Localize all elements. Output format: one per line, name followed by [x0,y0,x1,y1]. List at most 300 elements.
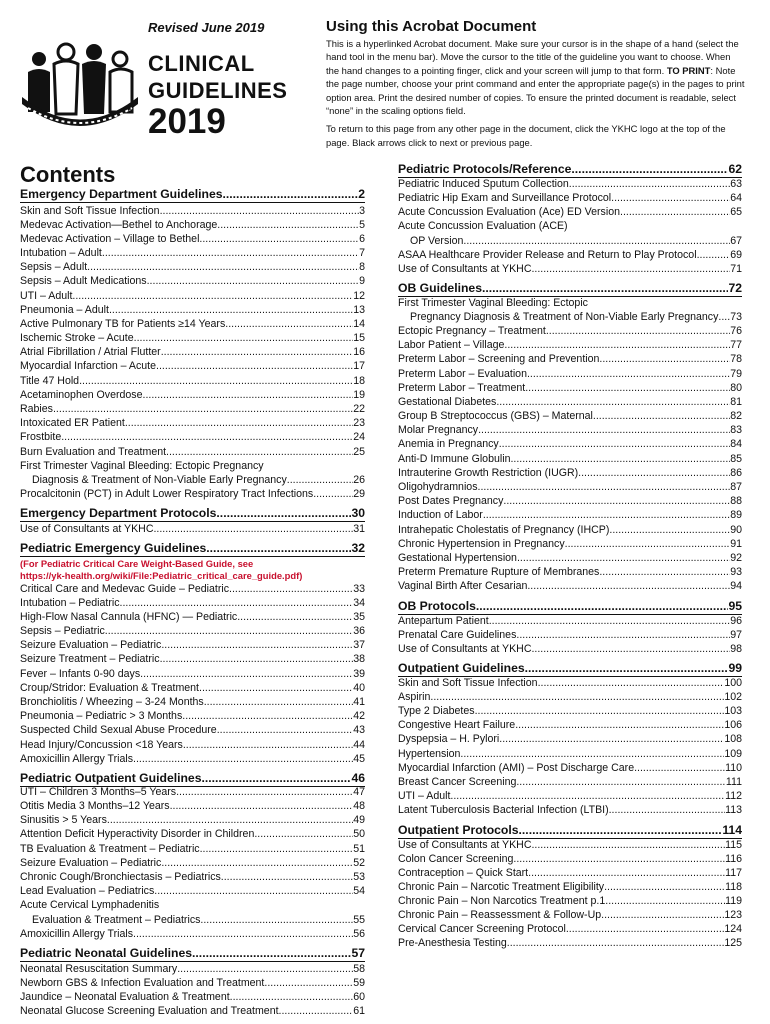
toc-entry-title: Preterm Premature Rupture of Membranes [398,566,600,578]
toc-entry[interactable] [398,838,742,853]
toc-leader-dots [160,652,354,667]
toc-entry-title: Anti-D Immune Globulin [398,453,511,465]
to-print-label: TO PRINT [666,64,711,76]
toc-entry[interactable] [398,234,742,249]
toc-leader-dots [287,473,353,488]
toc-entry[interactable] [398,508,742,523]
toc-section-heading[interactable] [398,598,742,614]
toc-entry[interactable] [398,866,742,881]
toc-entry[interactable] [20,374,365,389]
toc-page-number: 103 [724,705,742,717]
toc-entry[interactable] [20,695,365,710]
toc-page-number: 9 [359,275,365,287]
toc-entry[interactable] [398,747,742,762]
toc-leader-dots [161,856,353,871]
toc-leader-dots [604,880,725,895]
toc-leader-dots [133,927,353,942]
toc-entry[interactable] [398,614,742,629]
toc-leader-dots [499,437,731,452]
toc-page-number: 50 [353,828,365,840]
toc-leader-dots [170,799,354,814]
toc-entry[interactable] [20,638,365,653]
toc-entry-title: Pediatric Protocols/Reference [398,162,572,176]
toc-page-number: 43 [353,724,365,736]
toc-leader-dots [599,565,730,580]
toc-page-number: 113 [725,804,742,816]
toc-entry-title: Acute Cervical Lymphadenitis [20,899,160,911]
toc-page-number: 53 [353,871,365,883]
toc-leader-dots [161,638,353,653]
toc-entry[interactable] [398,262,742,277]
toc-entry[interactable] [20,487,365,502]
toc-entry[interactable] [398,803,742,818]
toc-entry[interactable] [398,338,742,353]
toc-page-number: 94 [730,580,742,592]
toc-page-number: 38 [353,653,365,665]
toc-leader-dots [504,338,730,353]
toc-section-heading[interactable] [20,945,365,961]
toc-entry-title: Use of Consultants at YKHC [398,643,532,655]
toc-leader-dots [200,842,354,857]
toc-entry-title: Intubation – Adult [20,247,102,259]
toc-leader-dots [223,186,359,202]
toc-entry[interactable] [20,473,365,488]
toc-entry[interactable] [20,388,365,403]
toc-page-number: 67 [730,235,742,247]
toc-entry[interactable] [398,628,742,643]
toc-entry[interactable] [398,437,742,452]
toc-page-number: 7 [359,247,365,259]
toc-entry[interactable] [398,761,742,776]
toc-leader-dots [489,614,731,629]
toc-entry-title: (For Pediatric Critical Care Weight-Based Guide, see [20,558,254,569]
toc-page-number: 23 [353,417,365,429]
toc-page-number: 13 [353,304,365,316]
toc-entry[interactable] [20,723,365,738]
toc-entry-title: Pediatric Outpatient Guidelines [20,771,202,785]
toc-leader-dots [483,508,730,523]
toc-page-number: 47 [353,786,365,798]
toc-entry[interactable] [398,452,742,467]
toc-page-number: 48 [353,800,365,812]
toc-page-number: 12 [353,290,365,302]
toc-page-number: 61 [353,1005,365,1017]
revised-date: Revised June 2019 [148,20,265,35]
toc-entry-title: Pediatric Hip Exam and Surveillance Protocol [398,192,612,204]
toc-entry[interactable] [20,709,365,724]
toc-entry-title: Molar Pregnancy [398,424,479,436]
toc-page-number: 56 [353,928,365,940]
toc-entry-title: Preterm Labor – Evaluation [398,368,527,380]
toc-leader-dots [531,838,725,853]
toc-entry-title: Pre-Anesthesia Testing [398,937,507,949]
toc-page-number: 69 [730,249,742,261]
toc-leader-dots [475,704,725,719]
toc-entry[interactable] [20,738,365,753]
toc-page-number: 108 [724,733,742,745]
toc-entry-title: Critical Care and Medevac Guide – Pediatric [20,583,230,595]
toc-entry[interactable] [20,232,365,247]
toc-page-number: 81 [730,396,742,408]
toc-entry[interactable] [398,466,742,481]
toc-entry[interactable] [398,537,742,552]
toc-leader-dots [109,303,353,318]
toc-entry[interactable] [20,522,365,537]
toc-entry-title: Skin and Soft Tissue Infection [20,205,160,217]
toc-page-number: 44 [353,739,365,751]
toc-leader-dots [264,976,353,991]
toc-leader-dots [177,962,353,977]
toc-entry[interactable] [20,445,365,460]
toc-entry-title: Myocardial Infarction – Acute [20,360,157,372]
toc-page-number: 15 [353,332,365,344]
toc-entry[interactable] [20,331,365,346]
toc-leader-dots [450,789,725,804]
toc-entry-title: Intubation – Pediatric [20,597,120,609]
toc-entry[interactable] [20,652,365,667]
toc-entry[interactable] [20,459,365,474]
toc-entry-title: Emergency Department Protocols [20,506,217,520]
toc-entry-title: Croup/Stridor: Evaluation & Treatment [20,682,200,694]
toc-page-number: 31 [353,523,365,535]
toc-entry[interactable] [20,667,365,682]
toc-entry[interactable] [20,289,365,304]
toc-leader-dots [102,246,359,261]
toc-entry[interactable] [398,381,742,396]
toc-entry[interactable] [398,579,742,594]
toc-section-heading[interactable] [20,770,365,786]
toc-section-heading[interactable] [398,161,742,177]
toc-entry-title: Contraception – Quick Start [398,867,529,879]
toc-entry[interactable] [20,1004,365,1019]
toc-page-number: 41 [353,696,365,708]
toc-leader-dots [599,352,730,367]
toc-entry[interactable] [20,582,365,597]
toc-page-number: 95 [728,599,742,613]
toc-entry-title: Acetaminophen Overdose [20,389,143,401]
toc-entry[interactable] [20,317,365,332]
toc-entry-title: Neonatal Glucose Screening Evaluation and Treatment [20,1005,279,1017]
toc-page-number: 39 [353,668,365,680]
toc-leader-dots [279,1004,354,1019]
toc-page-number: 26 [353,474,365,486]
toc-leader-dots [546,324,730,339]
toc-entry[interactable] [398,480,742,495]
toc-section-heading[interactable] [20,186,365,202]
toc-page-number: 92 [730,552,742,564]
toc-page-number: 89 [730,509,742,521]
toc-entry-title: Aspirin [398,691,431,703]
toc-entry-title: Induction of Labor [398,509,483,521]
toc-entry[interactable] [20,870,365,885]
toc-section-heading[interactable] [398,660,742,676]
toc-entry[interactable] [20,813,365,828]
toc-section-heading[interactable] [20,540,365,556]
toc-entry[interactable] [20,990,365,1005]
toc-entry[interactable] [398,296,742,311]
toc-leader-dots [217,723,354,738]
toc-entry-title: UTI – Children 3 Months–5 Years [20,786,177,798]
toc-leader-dots [183,738,353,753]
toc-entry-title: Sepsis – Adult [20,261,88,273]
toc-leader-dots [229,582,353,597]
toc-entry[interactable] [398,324,742,339]
toc-page-number: 83 [730,424,742,436]
toc-page-number: 8 [359,261,365,273]
toc-entry-title: Fever – Infants 0-90 days [20,668,141,680]
toc-section-heading[interactable] [398,280,742,296]
toc-page-number: 29 [353,488,365,500]
toc-entry-title: Group B Streptococcus (GBS) – Maternal [398,410,593,422]
toc-entry[interactable] [20,962,365,977]
toc-leader-dots [478,423,730,438]
toc-page-number: 36 [353,625,365,637]
toc-page-number: 32 [351,541,365,555]
toc-page-number: 62 [728,162,742,176]
toc-entry-title: Use of Consultants at YKHC [20,523,154,535]
toc-entry-title: Gestational Diabetes [398,396,497,408]
toc-entry[interactable] [20,204,365,219]
toc-entry-title: Latent Tuberculosis Bacterial Infection (LTBI) [398,804,609,816]
toc-entry[interactable] [398,789,742,804]
toc-entry-title: Preterm Labor – Treatment [398,382,526,394]
toc-leader-dots [254,827,353,842]
toc-entry-title: Intrauterine Growth Restriction (IUGR) [398,467,579,479]
toc-entry[interactable] [398,704,742,719]
toc-page-number: 16 [353,346,365,358]
toc-leader-dots [204,695,353,710]
toc-page-number: 63 [730,178,742,190]
toc-leader-dots [430,690,724,705]
toc-leader-dots [516,628,730,643]
toc-page-number: 91 [730,538,742,550]
toc-entry[interactable] [398,219,742,234]
toc-entry-title: Pediatric Induced Sputum Collection [398,178,569,190]
toc-entry-title: Gestational Hypertension [398,552,517,564]
toc-page-number: 88 [730,495,742,507]
toc-page-number: 52 [353,857,365,869]
toc-entry[interactable] [398,191,742,206]
toc-leader-dots [478,480,731,495]
toc-entry[interactable] [20,430,365,445]
toc-leader-dots [192,945,351,961]
title-line-1: CLINICAL [148,51,255,76]
toc-entry-title: Post Dates Pregnancy [398,495,504,507]
toc-entry[interactable] [20,785,365,800]
toc-entry-title: https://yk-health.org/wiki/File:Pediatric_critical_care_guide.pdf) [20,570,303,581]
toc-page-number: 6 [359,233,365,245]
toc-entry[interactable] [20,218,365,233]
toc-leader-dots [79,374,353,389]
toc-entry-title: Attention Deficit Hyperactivity Disorder in Children [20,828,255,840]
toc-entry[interactable] [20,402,365,417]
toc-entry[interactable] [20,752,365,767]
toc-entry[interactable] [20,842,365,857]
toc-section-heading[interactable] [20,505,365,521]
toc-entry-title: Chronic Pain – Narcotic Treatment Eligibility [398,881,605,893]
toc-entry-title: First Trimester Vaginal Bleeding: Ectopic Pregnancy [20,460,264,472]
toc-entry-title: Amoxicillin Allergy Trials [20,753,134,765]
toc-entry[interactable] [398,494,742,509]
toc-entry[interactable] [20,610,365,625]
toc-entry-title: Oligohydramnios [398,481,478,493]
toc-entry[interactable] [20,681,365,696]
toc-entry-title: Seizure Treatment – Pediatric [20,653,160,665]
ykhc-logo[interactable] [18,42,142,134]
toc-page-number: 98 [730,643,742,655]
toc-entry[interactable] [20,345,365,360]
using-title: Using this Acrobat Document [326,18,537,35]
toc-entry[interactable] [398,423,742,438]
toc-entry[interactable] [398,775,742,790]
toc-entry[interactable] [20,596,365,611]
toc-entry[interactable] [398,690,742,705]
toc-entry-title: Emergency Department Guidelines [20,187,223,201]
toc-page-number: 14 [353,318,365,330]
toc-entry[interactable] [398,205,742,220]
toc-entry[interactable] [20,274,365,289]
toc-entry-title: ASAA Healthcare Provider Release and Return to Play Protocol [398,249,697,261]
toc-page-number: 45 [353,753,365,765]
toc-page-number: 80 [730,382,742,394]
toc-page-number: 24 [353,431,365,443]
toc-entry[interactable] [20,898,365,913]
toc-entry-title: Burn Evaluation and Treatment [20,446,167,458]
toc-entry[interactable] [398,395,742,410]
toc-entry[interactable] [398,718,742,733]
toc-entry-title: Use of Consultants at YKHC [398,263,532,275]
title-line-2: GUIDELINES [148,78,288,103]
toc-entry[interactable] [398,908,742,923]
toc-entry-title: Newborn GBS & Infection Evaluation and Treatment [20,977,265,989]
toc-entry[interactable] [20,913,365,928]
toc-leader-dots [216,505,351,521]
toc-entry-title: Intrahepatic Cholestatis of Pregnancy (IHCP) [398,524,610,536]
toc-leader-dots [503,494,730,509]
toc-page-number: 97 [730,629,742,641]
toc-entry-title: OP Version [410,235,464,247]
toc-entry[interactable] [398,894,742,909]
toc-entry-title: Pneumonia – Pediatric > 3 Months [20,710,183,722]
toc-entry[interactable] [398,177,742,192]
toc-entry[interactable] [398,248,742,263]
toc-entry-title: Chronic Cough/Bronchiectasis – Pediatrics [20,871,221,883]
toc-leader-dots [460,747,724,762]
toc-page-number: 99 [728,661,742,675]
toc-entry-title: Medevac Activation—Bethel to Anchorage [20,219,218,231]
toc-leader-dots [53,402,353,417]
toc-leader-dots [476,598,729,614]
toc-entry[interactable] [20,303,365,318]
toc-entry-title: Procalcitonin (PCT) in Adult Lower Respiratory Tract Infections [20,488,314,500]
toc-entry[interactable] [398,523,742,538]
toc-page-number: 46 [351,771,365,785]
guidelines-year: 2019 [148,102,226,141]
toc-page-number: 49 [353,814,365,826]
toc-entry[interactable] [398,922,742,937]
toc-page-number: 116 [725,853,742,865]
toc-entry-title: Preterm Labor – Screening and Prevention [398,353,600,365]
guidelines-title [148,50,287,104]
toc-leader-dots [527,367,730,382]
toc-entry[interactable] [20,856,365,871]
toc-entry[interactable] [398,409,742,424]
toc-entry[interactable] [398,367,742,382]
toc-section-heading[interactable] [398,822,742,838]
toc-leader-dots [200,913,353,928]
toc-entry[interactable] [398,676,742,691]
toc-page-number: 30 [351,506,365,520]
toc-leader-dots [499,732,724,747]
toc-leader-dots [611,191,730,206]
toc-leader-dots [538,676,725,691]
toc-entry[interactable] [20,260,365,275]
toc-leader-dots [482,280,728,296]
toc-page-number: 22 [353,403,365,415]
toc-entry[interactable] [398,852,742,867]
toc-entry-title: Hypertension [398,748,461,760]
toc-entry-title: Ischemic Stroke – Acute [20,332,134,344]
toc-entry[interactable] [20,976,365,991]
toc-leader-dots [143,388,354,403]
toc-entry-title: Breast Cancer Screening [398,776,517,788]
toc-entry[interactable] [20,799,365,814]
toc-entry[interactable] [20,624,365,639]
toc-entry[interactable] [20,827,365,842]
toc-entry-title: Bronchiolitis / Wheezing – 3-24 Months [20,696,204,708]
toc-leader-dots [133,752,353,767]
toc-entry[interactable] [20,884,365,899]
toc-page-number: 114 [722,823,742,837]
toc-entry-title: Chronic Hypertension in Pregnancy [398,538,565,550]
toc-entry-title: Intoxicated ER Patient [20,417,125,429]
toc-entry[interactable] [398,310,742,325]
toc-entry-title: OB Guidelines [398,281,482,295]
toc-entry[interactable] [398,565,742,580]
toc-leader-dots [153,522,353,537]
toc-page-number: 100 [724,677,742,689]
toc-entry-title: Title 47 Hold [20,375,80,387]
toc-page-number: 124 [724,923,742,935]
toc-leader-dots [519,822,723,838]
toc-entry-title: First Trimester Vaginal Bleeding: Ectopic [398,297,588,309]
toc-entry[interactable] [398,880,742,895]
toc-entry[interactable] [398,936,742,951]
toc-entry[interactable] [20,927,365,942]
toc-page-number: 118 [725,881,742,893]
toc-entry-title: Pediatric Neonatal Guidelines [20,946,193,960]
toc-leader-dots [718,310,730,325]
toc-entry-title: Skin and Soft Tissue Infection [398,677,538,689]
toc-entry[interactable] [398,551,742,566]
toc-entry[interactable] [20,246,365,261]
toc-entry-title: Atrial Fibrillation / Atrial Flutter [20,346,161,358]
toc-leader-dots [199,232,359,247]
toc-page-number: 106 [724,719,742,731]
toc-leader-dots [531,642,730,657]
toc-entry-title: Otitis Media 3 Months–12 Years [20,800,170,812]
toc-entry[interactable] [398,642,742,657]
toc-entry[interactable] [20,359,365,374]
toc-page-number: 84 [730,438,742,450]
toc-page-number: 17 [353,360,365,372]
toc-entry[interactable] [398,352,742,367]
toc-entry-title: Frostbite [20,431,62,443]
toc-entry[interactable] [398,732,742,747]
toc-entry-title: Ectopic Pregnancy – Treatment [398,325,546,337]
toc-entry[interactable] [20,416,365,431]
toc-leader-dots [107,813,353,828]
